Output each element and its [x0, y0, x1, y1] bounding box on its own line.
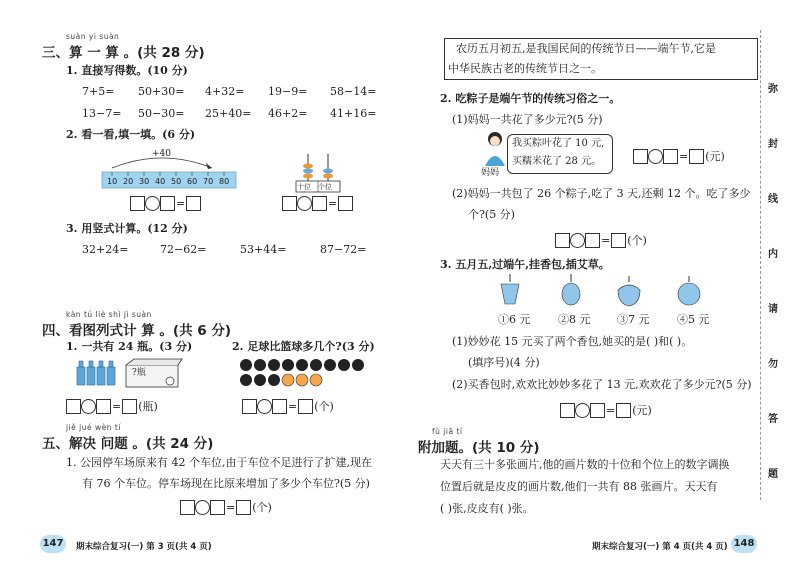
s5-q1-answer: = (个) [180, 499, 273, 515]
tick-label: 60 [187, 177, 198, 186]
r-q3-1-line1: (1)妙妙花 15 元买了两个香包,她买的是( )和( )。 [452, 335, 693, 348]
seal-char: 答 [768, 414, 778, 425]
answer-circle[interactable] [648, 149, 663, 164]
r-q3-title: 3. 五月五,过端午,挂香包,插艾草。 [440, 258, 610, 271]
intro-line1: 农历五月初五,是我国民间的传统节日——端午节,它是 [456, 42, 716, 55]
bubble-line1: 我买粽叶花了 10 元, [512, 138, 605, 149]
tick-label: 30 [139, 177, 150, 186]
answer-circle[interactable] [195, 500, 210, 515]
seal-char: 弥 [768, 84, 778, 95]
extra-line1: 天天有三十多张画片,他的画片数的十位和个位上的数字调换 [440, 458, 730, 471]
abacus-label: 十位 [297, 183, 311, 191]
section5-pinyin: jiě jué wèn tí [66, 423, 121, 432]
section4-title: 四、看图列式计 算 。(共 6 分) [42, 323, 232, 339]
answer-box[interactable] [242, 399, 257, 414]
seal-char: 封 [768, 139, 778, 150]
tick-label: 50 [171, 177, 182, 186]
answer-box[interactable] [272, 399, 287, 414]
answer-box[interactable] [616, 403, 631, 418]
extra-line3: ( )张,皮皮有( )张。 [440, 502, 534, 515]
answer-box[interactable] [180, 500, 195, 515]
answer-box[interactable] [186, 196, 201, 211]
sachet-price: ①6 元 [498, 313, 531, 326]
r-q2-1: (1)妈妈一共花了多少元?(5 分) [452, 113, 603, 126]
section3-pinyin: suàn yi suàn [66, 32, 120, 41]
q2-ruler-answer: = [130, 196, 201, 211]
r-q2-title: 2. 吃粽子是端午节的传统习俗之一。 [440, 92, 621, 105]
q1-r1-c4: 19−9= [268, 85, 308, 98]
q1-r1-c1: 7+5= [82, 85, 115, 98]
answer-box[interactable] [122, 399, 137, 414]
answer-box[interactable] [590, 403, 605, 418]
seal-char: 勿 [768, 359, 778, 370]
s5-q1-line1: 1. 公园停车场原来有 42 个车位,由于车位不足进行了扩建,现在 [66, 456, 372, 469]
q1-r2-c3: 25+40= [205, 107, 252, 120]
extra-line2: 位置后就是皮皮的画片数,他们一共有 88 张画片。天天有 [440, 480, 718, 493]
seal-line [760, 30, 761, 500]
q1-r2-c1: 13−7= [82, 107, 122, 120]
answer-box[interactable] [560, 403, 575, 418]
intro-line2: 中华民族古老的传统节日之一。 [448, 62, 602, 75]
mother-icon [480, 130, 510, 170]
answer-box[interactable] [160, 196, 175, 211]
answer-box[interactable] [312, 196, 327, 211]
q1-r2-c2: 50−30= [138, 107, 185, 120]
answer-box[interactable] [633, 149, 648, 164]
answer-box[interactable] [611, 233, 626, 248]
unit-label: (元) [632, 404, 652, 417]
q3-item: 53+44= [240, 243, 287, 256]
sachet-3-icon [614, 276, 644, 312]
section5-title: 五、解决 问题 。(共 24 分) [42, 436, 214, 452]
extra-title: 附加题。(共 10 分) [418, 440, 540, 456]
tick-label: 70 [203, 177, 214, 186]
q1-r1-c3: 4+32= [205, 85, 245, 98]
abacus-labels [297, 182, 332, 192]
ruler-ticks [107, 177, 235, 186]
bubble-line2: 买糯米花了 28 元。 [512, 156, 602, 167]
sachet-price: ③7 元 [617, 313, 650, 326]
s4-q2-answer: = (个) [242, 398, 335, 414]
page-number-left: 147 [40, 535, 66, 553]
answer-box[interactable] [338, 196, 353, 211]
tick-label: 20 [123, 177, 134, 186]
r-q2-2-answer: = (个) [555, 232, 648, 248]
answer-box[interactable] [663, 149, 678, 164]
answer-circle[interactable] [297, 196, 312, 211]
s4-q2-title: 2. 足球比篮球多几个?(3 分) [232, 340, 375, 353]
unit-label: (个) [252, 501, 272, 514]
sachet-4-icon [674, 276, 704, 312]
abacus-label: 个位 [318, 183, 332, 191]
unit-label: (个) [314, 400, 334, 413]
answer-circle[interactable] [145, 196, 160, 211]
r-q2-2-line2: 个?(5 分) [468, 208, 515, 221]
seal-char: 线 [768, 194, 778, 205]
unit-label: (瓶) [138, 400, 158, 413]
sachet-2-icon [556, 274, 586, 312]
answer-box[interactable] [585, 233, 600, 248]
bottles-icon [75, 357, 119, 387]
section4-pinyin: kàn tú liè shì jì suàn [66, 310, 152, 319]
answer-circle[interactable] [81, 399, 96, 414]
section3-title: 三、算 一 算 。(共 28 分) [42, 45, 205, 61]
s5-q1-line2: 有 76 个车位。停车场现在比原来增加了多少个车位?(5 分) [82, 477, 370, 490]
answer-circle[interactable] [570, 233, 585, 248]
seal-char: 内 [768, 249, 778, 260]
footer-right: 期末综合复习(一) 第 4 页(共 4 页) [592, 542, 728, 552]
tick-label: 10 [107, 177, 118, 186]
q1-r2-c4: 46+2= [268, 107, 308, 120]
page-number-right: 148 [731, 535, 757, 553]
sachet-price: ②8 元 [558, 313, 591, 326]
sachet-price: ④5 元 [677, 313, 710, 326]
answer-circle[interactable] [257, 399, 272, 414]
answer-box[interactable] [130, 196, 145, 211]
box-label: ?瓶 [132, 368, 146, 378]
mother-label: 妈妈 [481, 168, 500, 178]
tick-label: 40 [155, 177, 166, 186]
q3-item: 87−72= [320, 243, 367, 256]
r-q3-2-answer: = (元) [560, 402, 653, 418]
answer-box[interactable] [689, 149, 704, 164]
answer-box[interactable] [236, 500, 251, 515]
extra-pinyin: fù jiā tí [432, 427, 463, 436]
q3-item: 72−62= [160, 243, 207, 256]
q2-abacus-answer: = [282, 196, 353, 211]
answer-box[interactable] [66, 399, 81, 414]
answer-box[interactable] [282, 196, 297, 211]
q1-r1-c2: 50+30= [138, 85, 185, 98]
r-q2-1-answer: = (元) [633, 148, 726, 164]
r-q3-2: (2)买香包时,欢欢比妙妙多花了 13 元,欢欢花了多少元?(5 分) [452, 378, 752, 391]
unit-label: (元) [705, 150, 725, 163]
answer-box[interactable] [298, 399, 313, 414]
s4-q1-answer: = (瓶) [66, 398, 159, 414]
q1-title: 1. 直接写得数。(10 分) [66, 64, 188, 77]
q2-title: 2. 看一看,填一填。(6 分) [66, 128, 196, 141]
q1-r1-c5: 58−14= [330, 85, 377, 98]
answer-box[interactable] [555, 233, 570, 248]
r-q2-2-line1: (2)妈妈一共包了 26 个粽子,吃了 3 天,还剩 12 个。吃了多少 [452, 187, 751, 200]
seal-char: 请 [768, 304, 778, 315]
s4-q1-title: 1. 一共有 24 瓶。(3 分) [66, 340, 193, 353]
q3-item: 32+24= [82, 243, 129, 256]
answer-circle[interactable] [575, 403, 590, 418]
q1-r2-c5: 41+16= [330, 107, 377, 120]
sachet-1-icon [495, 274, 525, 312]
q3-title: 3. 用竖式计算。(12 分) [66, 222, 188, 235]
unit-label: (个) [627, 234, 647, 247]
answer-box[interactable] [96, 399, 111, 414]
tick-label: 80 [219, 177, 230, 186]
balls-icon [238, 358, 368, 388]
seal-char: 题 [768, 469, 778, 480]
answer-box[interactable] [210, 500, 225, 515]
ruler-arc-label: +40 [152, 149, 171, 159]
r-q3-1-line2: (填序号)(4 分) [468, 356, 540, 369]
footer-left: 期末综合复习(一) 第 3 页(共 4 页) [76, 542, 212, 552]
